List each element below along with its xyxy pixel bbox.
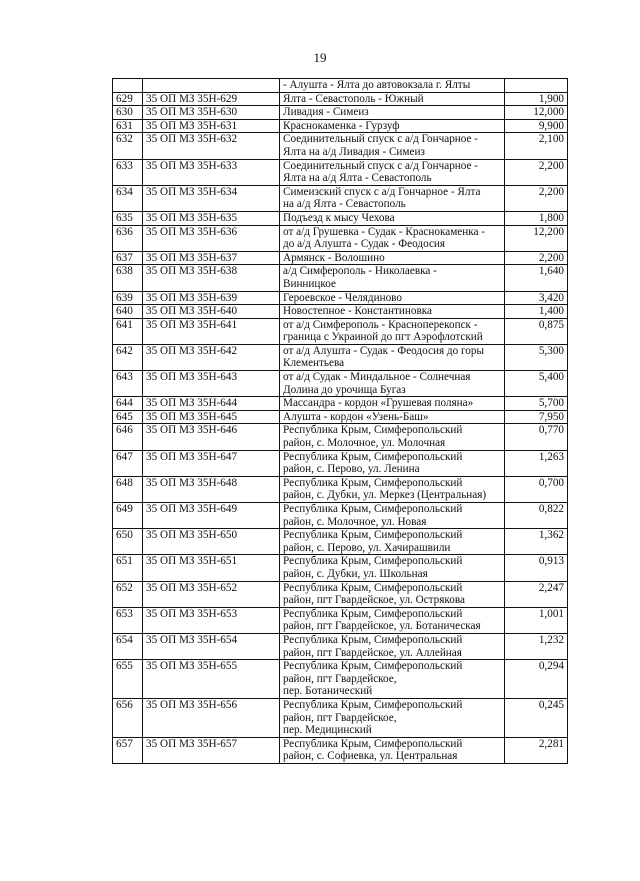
table-row — [113, 305, 568, 319]
road-name-line: Республика Крым, Симферопольский — [283, 555, 463, 568]
road-length-cell: 0,294 — [505, 660, 568, 699]
road-name-line: Героевское - Челядиново — [283, 291, 402, 304]
road-length-cell: 0,245 — [505, 698, 568, 737]
row-number-cell: 644 — [113, 397, 143, 411]
road-name-line: пер. Ботанический — [283, 685, 373, 698]
road-name-line: Республика Крым, Симферопольский — [283, 660, 463, 673]
road-name-line: район, с. Дубки, ул. Школьная — [283, 567, 428, 580]
road-length-cell: 5,300 — [505, 344, 568, 370]
roads-table-body — [113, 79, 568, 764]
road-code-cell: 35 ОП МЗ 35Н-629 — [143, 92, 280, 106]
road-name-line: Ливадия - Симеиз — [283, 106, 369, 119]
row-number-cell: 651 — [113, 555, 143, 581]
road-name-cell — [280, 185, 505, 211]
road-code-cell: 35 ОП МЗ 35Н-653 — [143, 607, 280, 633]
road-name-line: район, с. Перово, ул. Хачирашвили — [283, 541, 451, 554]
road-length-cell: 1,362 — [505, 529, 568, 555]
row-number-cell: 640 — [113, 305, 143, 319]
row-number-cell: 652 — [113, 581, 143, 607]
continuation-name-cell: - Алушта - Ялта до автовокзала г. Ялты — [280, 79, 505, 93]
road-code-cell: 35 ОП МЗ 35Н-642 — [143, 344, 280, 370]
road-code-cell: 35 ОП МЗ 35Н-630 — [143, 106, 280, 120]
continuation-num-cell — [113, 79, 143, 93]
road-code-cell: 35 ОП МЗ 35Н-651 — [143, 555, 280, 581]
road-length-cell: 0,822 — [505, 503, 568, 529]
road-name-line: Армянск - Волошино — [283, 251, 385, 264]
road-name-cell — [280, 410, 505, 424]
road-length-cell: 1,900 — [505, 92, 568, 106]
table-row — [113, 251, 568, 265]
road-name-cell — [280, 503, 505, 529]
road-name-cell — [280, 251, 505, 265]
table-row — [113, 211, 568, 225]
table-row — [113, 265, 568, 291]
road-name-line: от а/д Судак - Миндальное - Солнечная — [283, 371, 471, 384]
row-number-cell: 635 — [113, 211, 143, 225]
table-row — [113, 133, 568, 159]
row-number-cell: 631 — [113, 119, 143, 133]
road-code-cell: 35 ОП МЗ 35Н-637 — [143, 251, 280, 265]
road-code-cell: 35 ОП МЗ 35Н-633 — [143, 159, 280, 185]
table-row — [113, 344, 568, 370]
road-length-cell: 12,200 — [505, 225, 568, 251]
road-length-cell: 1,263 — [505, 450, 568, 476]
road-name-line: Массандра - кордон «Грушевая поляна» — [283, 397, 474, 410]
road-name-line: район, пгт Гвардейское, ул. Аллейная — [283, 646, 462, 659]
road-code-cell: 35 ОП МЗ 35Н-654 — [143, 633, 280, 659]
road-length-cell: 12,000 — [505, 106, 568, 120]
table-row — [113, 119, 568, 133]
row-number-cell: 656 — [113, 698, 143, 737]
row-number-cell: 645 — [113, 410, 143, 424]
road-name-cell — [280, 424, 505, 450]
road-code-cell: 35 ОП МЗ 35Н-649 — [143, 503, 280, 529]
road-code-cell: 35 ОП МЗ 35Н-644 — [143, 397, 280, 411]
road-name-cell — [280, 581, 505, 607]
road-code-cell: 35 ОП МЗ 35Н-650 — [143, 529, 280, 555]
row-number-cell: 643 — [113, 371, 143, 397]
road-length-cell: 9,900 — [505, 119, 568, 133]
road-name-line: район, пгт Гвардейское, ул. Ботаническая — [283, 620, 481, 633]
road-name-line: Республика Крым, Симферопольский — [283, 698, 463, 711]
table-row — [113, 581, 568, 607]
road-name-cell — [280, 555, 505, 581]
table-row — [113, 410, 568, 424]
table-row — [113, 555, 568, 581]
road-name-line: на а/д Ялта - Севастополь — [283, 198, 406, 211]
road-code-cell: 35 ОП МЗ 35Н-656 — [143, 698, 280, 737]
road-name-cell — [280, 265, 505, 291]
road-name-cell — [280, 476, 505, 502]
road-name-line: район, с. Молочное, ул. Новая — [283, 515, 427, 528]
table-row — [113, 450, 568, 476]
road-name-line: район, пгт Гвардейское, ул. Острякова — [283, 594, 465, 607]
road-code-cell: 35 ОП МЗ 35Н-641 — [143, 318, 280, 344]
road-name-line: граница с Украиной до пгт Аэрофлотский — [283, 331, 483, 344]
road-code-cell: 35 ОП МЗ 35Н-635 — [143, 211, 280, 225]
road-code-cell: 35 ОП МЗ 35Н-632 — [143, 133, 280, 159]
road-name-cell — [280, 133, 505, 159]
road-length-cell: 0,700 — [505, 476, 568, 502]
road-name-line: Ялта - Севастополь - Южный — [283, 92, 424, 105]
row-number-cell: 654 — [113, 633, 143, 659]
road-name-line: Краснокаменка - Гурзуф — [283, 119, 400, 132]
road-length-cell: 2,200 — [505, 185, 568, 211]
road-name-cell — [280, 291, 505, 305]
row-number-cell: 650 — [113, 529, 143, 555]
road-name-cell — [280, 225, 505, 251]
road-code-cell: 35 ОП МЗ 35Н-647 — [143, 450, 280, 476]
road-name-line: Подъезд к мысу Чехова — [283, 211, 395, 224]
road-code-cell: 35 ОП МЗ 35Н-634 — [143, 185, 280, 211]
road-name-line: Республика Крым, Симферопольский — [283, 476, 463, 489]
road-name-cell — [280, 159, 505, 185]
road-length-cell: 1,800 — [505, 211, 568, 225]
table-row — [113, 92, 568, 106]
road-code-cell: 35 ОП МЗ 35Н-655 — [143, 660, 280, 699]
road-name-cell — [280, 305, 505, 319]
road-name-line: Республика Крым, Симферопольский — [283, 737, 463, 750]
road-name-cell — [280, 529, 505, 555]
road-code-cell: 35 ОП МЗ 35Н-646 — [143, 424, 280, 450]
road-length-cell: 1,640 — [505, 265, 568, 291]
road-name-cell — [280, 92, 505, 106]
road-length-cell: 2,200 — [505, 159, 568, 185]
road-code-cell: 35 ОП МЗ 35Н-652 — [143, 581, 280, 607]
road-name-line: Винницкое — [283, 277, 336, 290]
road-length-cell: 2,200 — [505, 251, 568, 265]
table-row — [113, 159, 568, 185]
continuation-row — [113, 79, 568, 93]
road-name-line: Республика Крым, Симферопольский — [283, 503, 463, 515]
road-name-line: Республика Крым, Симферопольский — [283, 450, 463, 463]
road-length-cell: 5,700 — [505, 397, 568, 411]
row-number-cell: 653 — [113, 607, 143, 633]
page-number: 19 — [313, 50, 327, 65]
table-row — [113, 291, 568, 305]
row-number-cell: 648 — [113, 476, 143, 502]
row-number-cell: 641 — [113, 318, 143, 344]
road-name-line: Алушта - кордон «Узень-Баш» — [283, 410, 429, 423]
table-row — [113, 318, 568, 344]
table-row — [113, 225, 568, 251]
table-row — [113, 106, 568, 120]
table-row — [113, 397, 568, 411]
table-row — [113, 371, 568, 397]
road-name-line: Долина до урочища Бугаз — [283, 383, 406, 396]
road-name-line: Ялта на а/д Ливадия - Симеиз — [283, 145, 425, 158]
road-name-line: Республика Крым, Симферопольский — [283, 581, 463, 594]
road-length-cell: 7,950 — [505, 410, 568, 424]
table-row — [113, 476, 568, 502]
road-name-cell — [280, 318, 505, 344]
road-code-cell: 35 ОП МЗ 35Н-648 — [143, 476, 280, 502]
road-code-cell: 35 ОП МЗ 35Н-631 — [143, 119, 280, 133]
road-length-cell: 2,247 — [505, 581, 568, 607]
road-name-line: район, с. Перово, ул. Ленина — [283, 463, 420, 476]
road-name-cell — [280, 737, 505, 763]
road-name-cell — [280, 371, 505, 397]
continuation-code-cell — [143, 79, 280, 93]
road-length-cell: 0,913 — [505, 555, 568, 581]
table-row — [113, 698, 568, 737]
row-number-cell: 655 — [113, 660, 143, 699]
road-name-cell — [280, 660, 505, 699]
road-name-cell — [280, 633, 505, 659]
row-number-cell: 630 — [113, 106, 143, 120]
road-name-line: пер. Медицинский — [283, 724, 372, 737]
road-name-line: район, с. Молочное, ул. Молочная — [283, 437, 446, 450]
road-code-cell: 35 ОП МЗ 35Н-657 — [143, 737, 280, 763]
road-length-cell: 1,001 — [505, 607, 568, 633]
road-length-cell: 0,770 — [505, 424, 568, 450]
road-name-cell — [280, 211, 505, 225]
road-code-cell: 35 ОП МЗ 35Н-638 — [143, 265, 280, 291]
continuation-length-cell — [505, 79, 568, 93]
road-name-line: район, с. Дубки, ул. Меркез (Центральная) — [283, 489, 487, 502]
road-length-cell: 1,400 — [505, 305, 568, 319]
road-name-cell — [280, 607, 505, 633]
road-name-cell — [280, 344, 505, 370]
table-row — [113, 660, 568, 699]
road-name-line: Республика Крым, Симферопольский — [283, 529, 463, 542]
road-length-cell: 0,875 — [505, 318, 568, 344]
road-length-cell: 2,100 — [505, 133, 568, 159]
table-row — [113, 185, 568, 211]
row-number-cell: 629 — [113, 92, 143, 106]
row-number-cell: 634 — [113, 185, 143, 211]
row-number-cell: 647 — [113, 450, 143, 476]
row-number-cell: 637 — [113, 251, 143, 265]
road-name-line: от а/д Грушевка - Судак - Краснокаменка - — [283, 225, 485, 238]
road-name-cell — [280, 397, 505, 411]
road-length-cell: 3,420 — [505, 291, 568, 305]
road-name-line: Соединительный спуск с а/д Гончарное - — [283, 159, 479, 172]
road-name-cell — [280, 119, 505, 133]
row-number-cell: 642 — [113, 344, 143, 370]
table-row — [113, 529, 568, 555]
table-row — [113, 503, 568, 529]
road-name-line: район, с. Софиевка, ул. Центральная — [283, 750, 458, 763]
road-name-line: Ялта на а/д Ялта - Севастополь — [283, 172, 432, 185]
row-number-cell: 639 — [113, 291, 143, 305]
row-number-cell: 633 — [113, 159, 143, 185]
road-name-line: Республика Крым, Симферопольский — [283, 633, 463, 646]
road-length-cell: 2,281 — [505, 737, 568, 763]
row-number-cell: 649 — [113, 503, 143, 529]
row-number-cell: 638 — [113, 265, 143, 291]
road-name-cell — [280, 106, 505, 120]
road-code-cell: 35 ОП МЗ 35Н-640 — [143, 305, 280, 319]
road-code-cell: 35 ОП МЗ 35Н-639 — [143, 291, 280, 305]
road-name-line: Новостепное - Константиновка — [283, 305, 432, 318]
road-name-line: Клементьева — [283, 357, 345, 370]
road-name-line: район, пгт Гвардейское, — [283, 672, 397, 685]
road-name-line: от а/д Симферополь - Красноперекопск - — [283, 318, 478, 331]
road-name-line: до а/д Алушта - Судак - Феодосия — [283, 238, 446, 251]
row-number-cell: 657 — [113, 737, 143, 763]
table-row — [113, 424, 568, 450]
road-code-cell: 35 ОП МЗ 35Н-643 — [143, 371, 280, 397]
road-name-cell — [280, 450, 505, 476]
table-row — [113, 737, 568, 763]
road-code-cell: 35 ОП МЗ 35Н-645 — [143, 410, 280, 424]
table-row — [113, 633, 568, 659]
road-name-line: Симеизский спуск с а/д Гончарное - Ялта — [283, 185, 481, 198]
road-name-line: Республика Крым, Симферопольский — [283, 424, 463, 437]
row-number-cell: 636 — [113, 225, 143, 251]
road-length-cell: 5,400 — [505, 371, 568, 397]
table-row — [113, 607, 568, 633]
road-name-line: Соединительный спуск с а/д Гончарное - — [283, 133, 479, 146]
road-name-line: Республика Крым, Симферопольский — [283, 607, 463, 620]
road-name-line: а/д Симферополь - Николаевка - — [283, 265, 437, 278]
road-length-cell: 1,232 — [505, 633, 568, 659]
road-name-line: район, пгт Гвардейское, — [283, 711, 397, 724]
road-name-line: от а/д Алушта - Судак - Феодосия до горы — [283, 344, 484, 357]
row-number-cell: 632 — [113, 133, 143, 159]
road-code-cell: 35 ОП МЗ 35Н-636 — [143, 225, 280, 251]
roads-table — [112, 78, 568, 764]
road-name-cell — [280, 698, 505, 737]
row-number-cell: 646 — [113, 424, 143, 450]
